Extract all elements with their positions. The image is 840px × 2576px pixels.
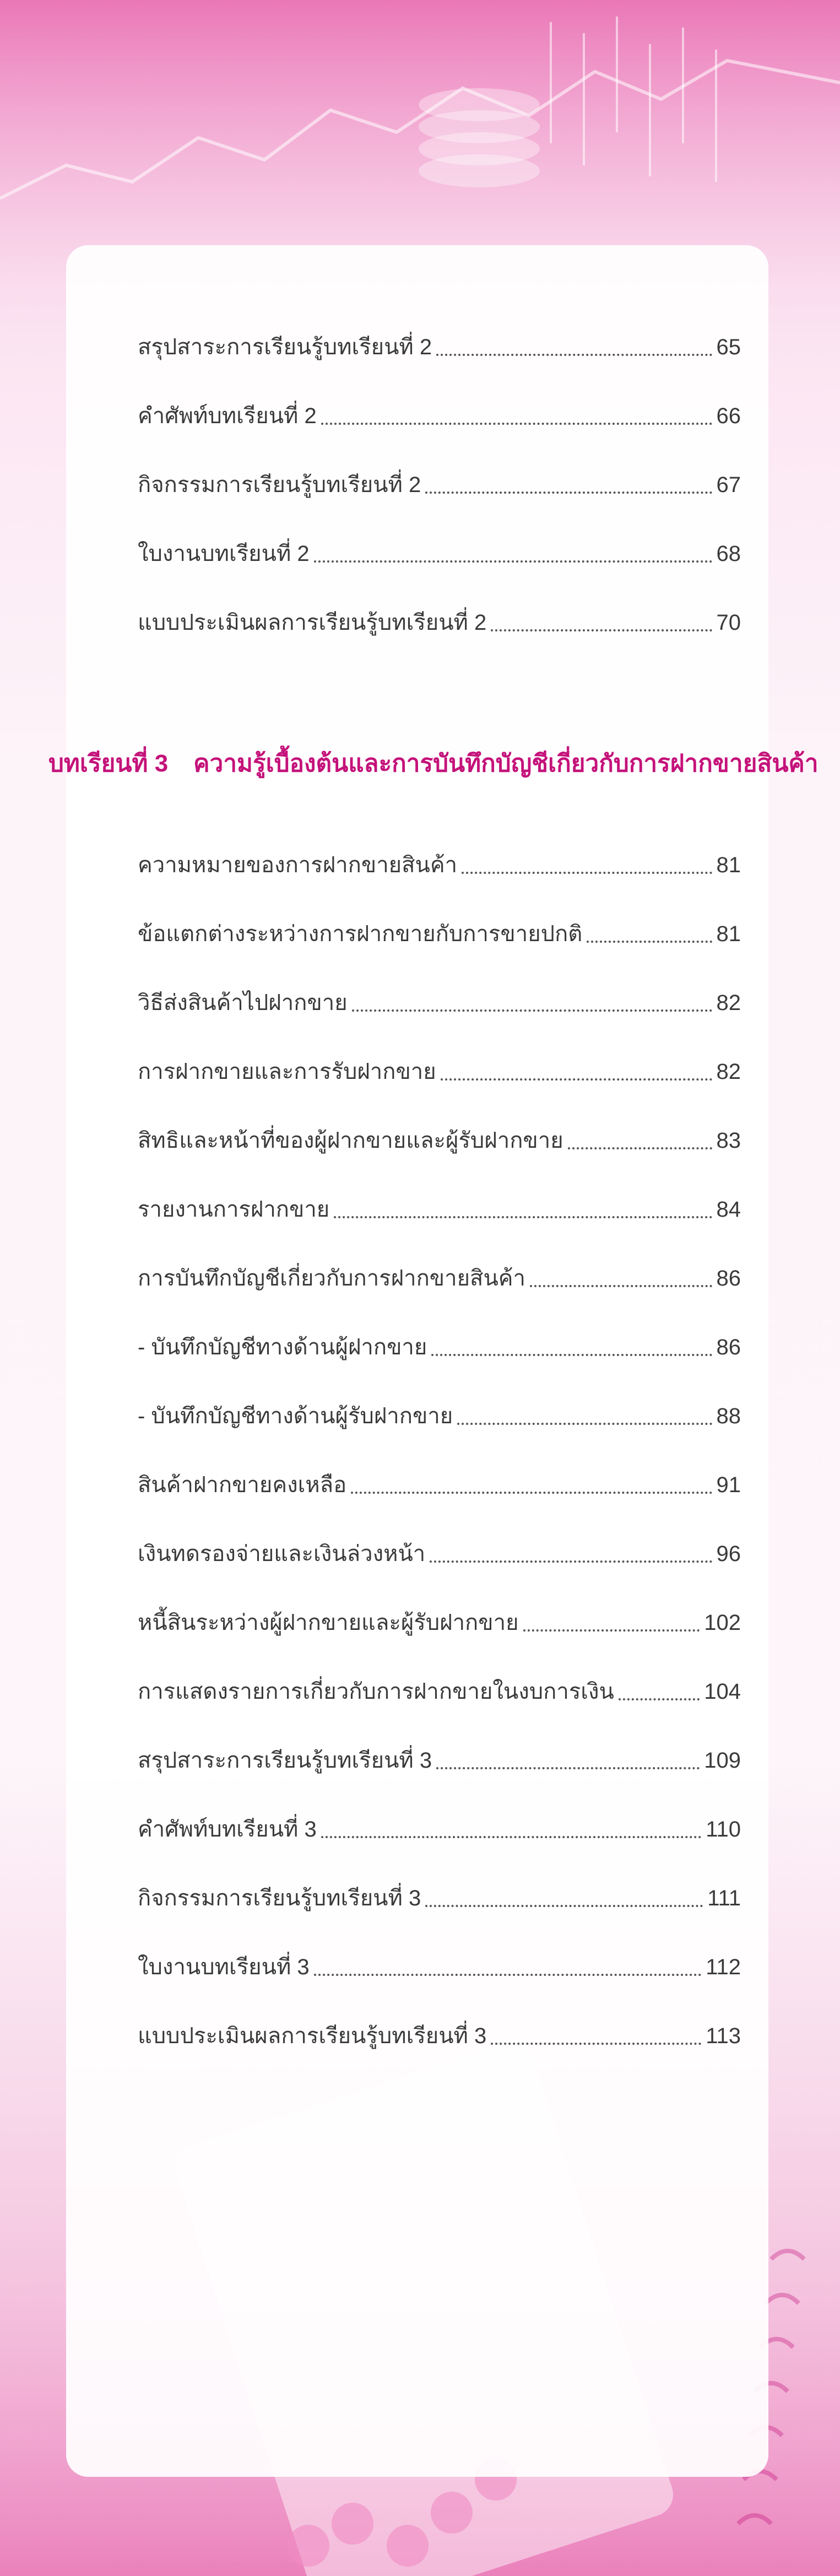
dot-leader — [430, 1560, 712, 1563]
toc-entry-title: คำศัพท์บทเรียนที่ 2 — [138, 404, 317, 428]
toc-entry-page: 111 — [707, 1886, 741, 1910]
dot-leader — [321, 423, 712, 425]
dot-leader — [457, 1423, 712, 1425]
dot-leader — [314, 1974, 702, 1976]
chapter-number: บทเรียนที่ 3 — [48, 750, 169, 777]
toc-entry-page: 88 — [716, 1404, 741, 1428]
dot-leader — [530, 1285, 712, 1287]
toc-entry-title: สิทธิและหน้าที่ของผู้ฝากขายและผู้รับฝากขาย — [138, 1128, 563, 1153]
toc-entry[interactable] — [138, 1532, 741, 1570]
toc-entry-title: ใบงานบทเรียนที่ 2 — [138, 542, 310, 566]
toc-entry-title: - บันทึกบัญชีทางด้านผู้รับฝากขาย — [138, 1404, 453, 1428]
dot-leader — [436, 354, 712, 356]
toc-entry[interactable] — [138, 1394, 741, 1433]
toc-entry[interactable] — [138, 912, 741, 951]
toc-entry-page: 83 — [716, 1128, 741, 1153]
toc-entry-title: แบบประเมินผลการเรียนรู้บทเรียนที่ 2 — [138, 611, 487, 635]
toc-entry[interactable] — [138, 325, 741, 364]
dot-leader — [334, 1216, 712, 1218]
dot-leader — [351, 1492, 712, 1494]
dot-leader — [352, 1009, 712, 1012]
toc-entry[interactable] — [138, 1187, 741, 1226]
toc-entry[interactable] — [138, 1807, 741, 1846]
dot-leader — [321, 1836, 701, 1838]
toc-entry[interactable] — [138, 1876, 741, 1915]
toc-entry[interactable] — [138, 1945, 741, 1984]
toc-entry-title: การฝากขายและการรับฝากขาย — [138, 1060, 436, 1084]
toc-entry[interactable] — [138, 1601, 741, 1639]
toc-entry-page: 70 — [716, 611, 741, 635]
toc-entry[interactable] — [138, 601, 741, 639]
toc-entry-page: 81 — [716, 853, 741, 877]
toc-entry-page: 81 — [716, 922, 741, 946]
toc-entry[interactable] — [138, 1119, 741, 1157]
toc-entry-title: คำศัพท์บทเรียนที่ 3 — [138, 1817, 317, 1841]
toc-entry[interactable] — [138, 1256, 741, 1295]
toc-entry-title: - บันทึกบัญชีทางด้านผู้ฝากขาย — [138, 1335, 427, 1359]
dot-leader — [587, 941, 712, 943]
toc-entry[interactable] — [138, 2014, 741, 2053]
toc-entry-page: 110 — [706, 1817, 741, 1841]
toc-entry[interactable] — [138, 1325, 741, 1364]
dot-leader — [425, 492, 712, 494]
toc-entry-page: 65 — [716, 335, 741, 359]
toc-entry-title: สรุปสาระการเรียนรู้บทเรียนที่ 3 — [138, 1748, 432, 1773]
toc-entry-title: เงินทดรองจ่ายและเงินล่วงหน้า — [138, 1542, 426, 1566]
toc-entry[interactable] — [138, 1050, 741, 1088]
chapter-title: ความรู้เบื้องต้นและการบันทึกบัญชีเกี่ยวกับการฝากขายสินค้า — [193, 750, 819, 777]
toc-entry-page: 82 — [716, 991, 741, 1015]
toc-entry[interactable] — [138, 981, 741, 1019]
toc-entry-page: 113 — [706, 2024, 741, 2048]
toc-entry-page: 102 — [704, 1611, 741, 1635]
chapter-heading — [48, 741, 819, 785]
toc-entry-title: การบันทึกบัญชีเกี่ยวกับการฝากขายสินค้า — [138, 1266, 526, 1290]
dot-leader — [431, 1354, 712, 1356]
toc-entry-title: สินค้าฝากขายคงเหลือ — [138, 1473, 347, 1497]
dot-leader — [314, 560, 712, 563]
toc-entry[interactable] — [138, 1670, 741, 1708]
toc-entry-title: กิจกรรมการเรียนรู้บทเรียนที่ 3 — [138, 1886, 421, 1910]
toc-entry-page: 67 — [716, 473, 741, 497]
toc-entry-page: 104 — [704, 1679, 741, 1704]
dot-leader — [425, 1905, 703, 1907]
toc-entry[interactable] — [138, 1738, 741, 1777]
toc-entry[interactable] — [138, 843, 741, 882]
toc-entry-title: ข้อแตกต่างระหว่างการฝากขายกับการขายปกติ — [138, 922, 583, 946]
dot-leader — [436, 1767, 700, 1769]
coin-stack-icon — [419, 88, 540, 187]
toc-entry-page: 68 — [716, 542, 741, 566]
dot-leader — [491, 629, 712, 631]
toc-entry-page: 66 — [716, 404, 741, 428]
dot-leader — [619, 1698, 700, 1700]
toc-entry[interactable] — [138, 532, 741, 570]
toc-entry-page: 84 — [716, 1197, 741, 1222]
toc-entry-title: รายงานการฝากขาย — [138, 1197, 330, 1222]
toc-entry-title: ความหมายของการฝากขายสินค้า — [138, 853, 458, 877]
dot-leader — [523, 1629, 700, 1632]
dot-leader — [568, 1147, 712, 1149]
toc-entry-title: หนี้สินระหว่างผู้ฝากขายและผู้รับฝากขาย — [138, 1611, 519, 1635]
toc-entry[interactable] — [138, 1463, 741, 1502]
toc-entry-page: 86 — [716, 1266, 741, 1290]
toc-entry-title: กิจกรรมการเรียนรู้บทเรียนที่ 2 — [138, 473, 421, 497]
toc-entry[interactable] — [138, 394, 741, 433]
dot-leader — [491, 2043, 701, 2045]
toc-entry-page: 109 — [704, 1748, 741, 1773]
toc-entry-page: 82 — [716, 1060, 741, 1084]
toc-entry-page: 86 — [716, 1335, 741, 1359]
toc-entry-title: ใบงานบทเรียนที่ 3 — [138, 1955, 310, 1979]
toc-entry[interactable] — [138, 463, 741, 501]
toc-entry-title: การแสดงรายการเกี่ยวกับการฝากขายในงบการเงิน — [138, 1679, 614, 1704]
toc-entry-page: 96 — [716, 1542, 741, 1566]
toc-entry-title: สรุปสาระการเรียนรู้บทเรียนที่ 2 — [138, 335, 432, 359]
toc-entry-page: 112 — [706, 1955, 741, 1979]
toc-entry-title: แบบประเมินผลการเรียนรู้บทเรียนที่ 3 — [138, 2024, 487, 2048]
toc-entry-title: วิธีส่งสินค้าไปฝากขาย — [138, 991, 348, 1015]
dot-leader — [462, 872, 712, 874]
dot-leader — [441, 1078, 712, 1081]
toc-entry-page: 91 — [716, 1473, 741, 1497]
